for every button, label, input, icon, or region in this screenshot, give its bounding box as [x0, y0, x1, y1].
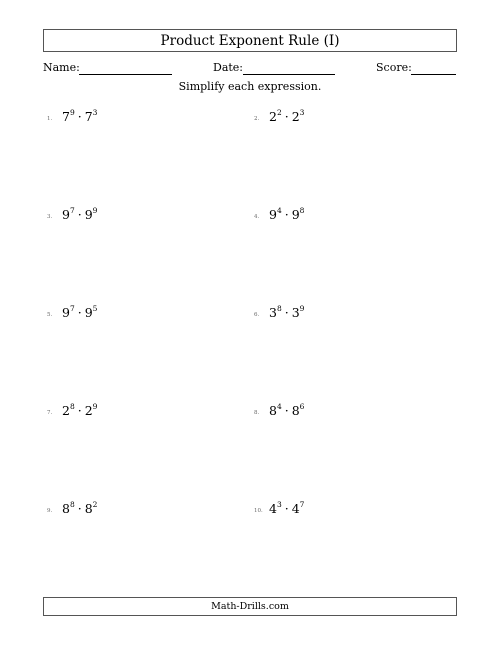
expression: $7^9 \cdot 7^3$: [62, 107, 98, 124]
problem-number: 2.: [254, 116, 260, 122]
name-line: [79, 74, 172, 75]
expression: $9^7 \cdot 9^5$: [62, 303, 98, 320]
expression: $2^2 \cdot 2^3$: [269, 107, 305, 124]
footer-box: [43, 597, 457, 616]
name-label: Name:: [43, 61, 80, 74]
expression: $9^4 \cdot 9^8$: [269, 205, 305, 222]
student-info-row: [0, 61, 500, 77]
expression: $2^8 \cdot 2^9$: [62, 401, 98, 418]
expression: $8^8 \cdot 8^2$: [62, 499, 98, 516]
date-label: Date:: [213, 61, 244, 74]
problem-number: 7.: [47, 410, 53, 416]
expression: $4^3 \cdot 4^7$: [269, 499, 305, 516]
footer-text: Math-Drills.com: [211, 601, 289, 612]
expression: $9^7 \cdot 9^9$: [62, 205, 98, 222]
problem-number: 10.: [254, 508, 263, 514]
problem-number: 9.: [47, 508, 53, 514]
problem-number: 8.: [254, 410, 260, 416]
problem-number: 5.: [47, 312, 53, 318]
worksheet-title: Product Exponent Rule (I): [160, 32, 340, 49]
score-line: [411, 74, 456, 75]
problem-number: 1.: [47, 116, 53, 122]
date-line: [243, 74, 335, 75]
score-label: Score:: [376, 61, 412, 74]
problem-number: 6.: [254, 312, 260, 318]
expression: $3^8 \cdot 3^9$: [269, 303, 305, 320]
problem-number: 3.: [47, 214, 53, 220]
expression: $8^4 \cdot 8^6$: [269, 401, 305, 418]
worksheet-title-box: [43, 29, 457, 52]
problem-number: 4.: [254, 214, 260, 220]
instructions: Simplify each expression.: [178, 80, 322, 93]
